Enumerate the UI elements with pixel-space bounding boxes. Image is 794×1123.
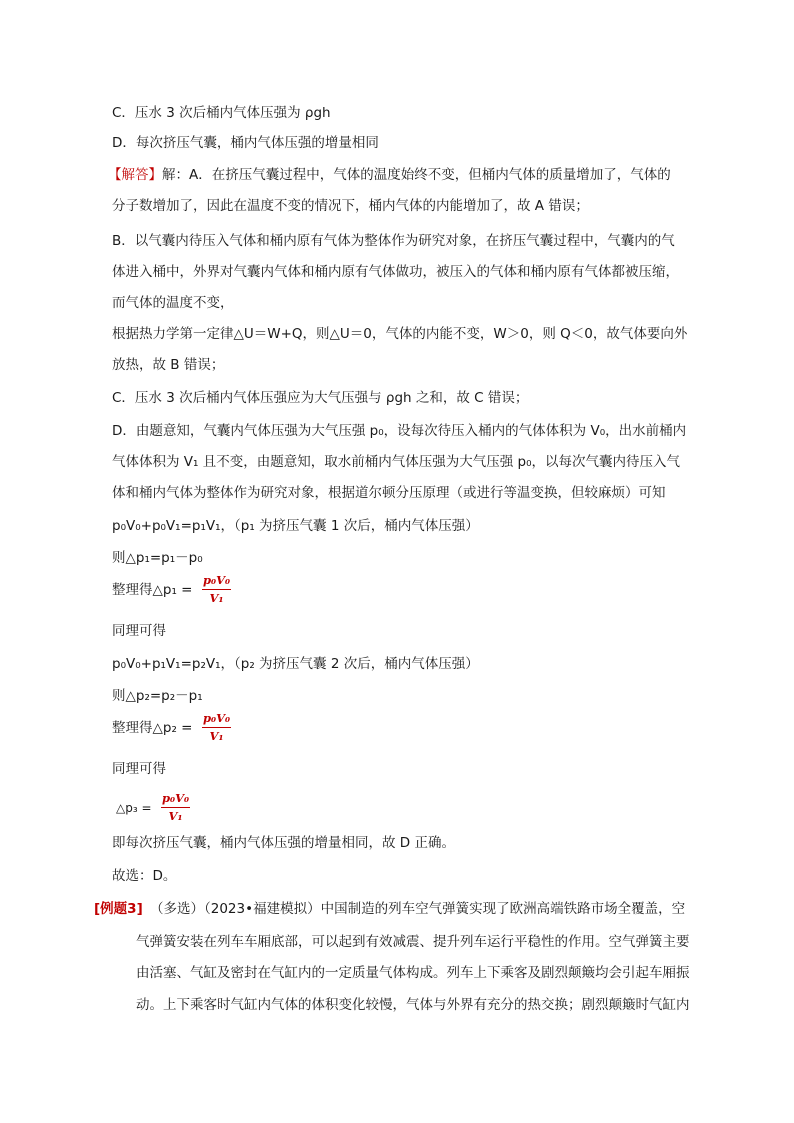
result-1-fraction: [202, 573, 231, 606]
answer-line-c: C．压水 3 次后桶内气体压强应为大气压强与 ρgh 之和，故 C 错误；: [112, 390, 529, 406]
answer-line-b2: 体进入桶中，外界对气囊内气体和桶内原有气体做功，被压入的气体和桶内原有气体都被压缩，: [112, 264, 679, 280]
answer-tag: 【解答】: [108, 167, 162, 183]
example-line-1: （多选）（2023•福建模拟）中国制造的列车空气弹簧实现了欧洲高端铁路市场全覆盖，空: [150, 901, 686, 917]
fraction-denominator: V₁: [168, 809, 183, 823]
example-line-4: 动。上下乘客时气缸内气体的体积变化较慢，气体与外界有充分的热交换；剧烈颠簸时气缸内: [136, 997, 690, 1013]
answer-line-d3: 体和桶内气体为整体作为研究对象，根据道尔顿分压原理（或进行等温变换，但较麻烦）可知: [112, 485, 666, 501]
delta-2: 则△p₂=p₂－p₁: [112, 688, 203, 704]
same-1: 同理可得: [112, 623, 166, 639]
result-2-fraction: [202, 711, 231, 744]
example-label: [例题3]: [94, 901, 143, 917]
answer-line-a2: 分子数增加了，因此在温度不变的情况下，桶内气体的内能增加了，故 A 错误；: [112, 198, 589, 214]
fraction-denominator: V₁: [209, 591, 224, 605]
fraction-numerator: p₀V₀: [202, 711, 231, 728]
result-1-label: 整理得△p₁ =: [112, 582, 193, 598]
fraction-numerator: p₀V₀: [161, 791, 190, 808]
answer-line-b3: 而气体的温度不变，: [112, 295, 234, 311]
answer-line-b1: B．以气囊内待压入气体和桶内原有气体为整体作为研究对象，在挤压气囊过程中，气囊内的气: [112, 233, 675, 249]
fraction-denominator: V₁: [209, 729, 224, 743]
answer-line-d1: D．由题意知，气囊内气体压强为大气压强 p₀，设每次待压入桶内的气体体积为 V₀，出水前桶内: [112, 423, 687, 439]
example-line-2: 气弹簧安装在列车车厢底部，可以起到有效减震、提升列车运行平稳性的作用。空气弹簧主要: [136, 934, 690, 950]
option-d: D．每次挤压气囊，桶内气体压强的增量相同: [112, 135, 379, 151]
result-3-fraction: [161, 791, 190, 824]
result-3-label: △p₃ =: [116, 801, 152, 815]
answer-line-b5: 放热，故 B 错误；: [112, 357, 225, 373]
final-choice: 故选：D。: [112, 868, 177, 884]
answer-line-a1: [108, 165, 671, 185]
equation-1: p₀V₀+p₀V₁=p₁V₁，（p₁ 为挤压气囊 1 次后，桶内气体压强）: [112, 518, 479, 534]
answer-line-b4: 根据热力学第一定律△U＝W+Q，则△U＝0，气体的内能不变，W＞0，则 Q＜0，故气体要向外: [112, 326, 688, 342]
example-line-3: 由活塞、气缸及密封在气缸内的一定质量气体构成。列车上下乘客及剧烈颠簸均会引起车厢振: [136, 965, 690, 981]
conclusion: 即每次挤压气囊，桶内气体压强的增量相同，故 D 正确。: [112, 835, 455, 851]
same-2: 同理可得: [112, 761, 166, 777]
option-c: C．压水 3 次后桶内气体压强为 ρgh: [112, 105, 331, 121]
answer-text-a1: 解：A．在挤压气囊过程中，气体的温度始终不变，但桶内气体的质量增加了，气体的: [162, 167, 671, 183]
fraction-numerator: p₀V₀: [202, 573, 231, 590]
equation-2: p₀V₀+p₁V₁=p₂V₁，（p₂ 为挤压气囊 2 次后，桶内气体压强）: [112, 656, 479, 672]
delta-1: 则△p₁=p₁－p₀: [112, 550, 203, 566]
answer-line-d2: 气体体积为 V₁ 且不变，由题意知，取水前桶内气体压强为大气压强 p₀，以每次气囊内待压入气: [112, 454, 681, 470]
result-2-label: 整理得△p₂ =: [112, 720, 193, 736]
